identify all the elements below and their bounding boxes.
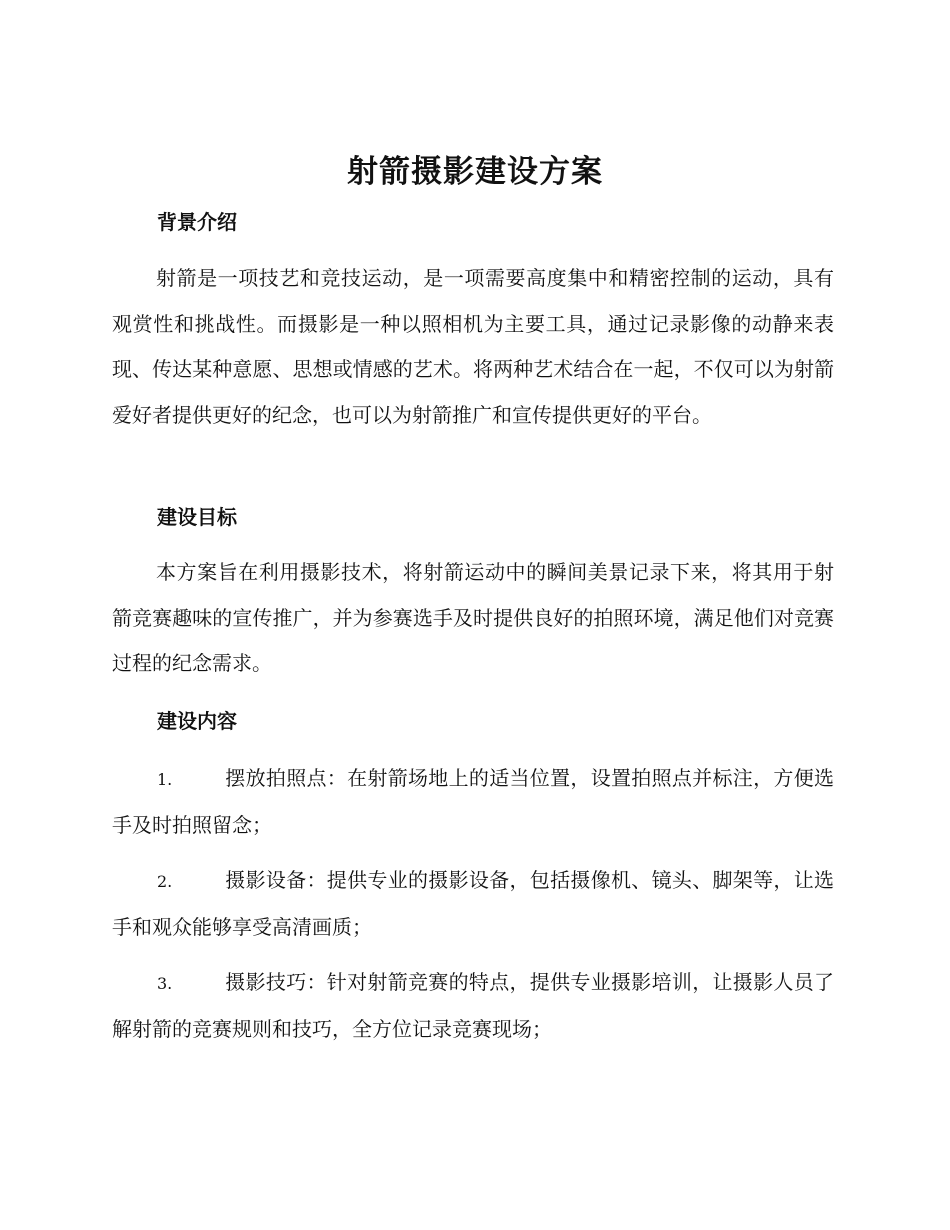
list-item-number: 1. — [157, 770, 173, 789]
list-item-text: 摆放拍照点：在射箭场地上的适当位置，设置拍照点并标注，方便选手及时拍照留念； — [112, 766, 834, 837]
list-item-text: 摄影技巧：针对射箭竞赛的特点，提供专业摄影培训，让摄影人员了解射箭的竞赛规则和技巧，全方位记录竞赛现场； — [112, 970, 834, 1041]
section-heading-goal: 建设目标 — [157, 505, 237, 529]
list-item-number: 2. — [157, 872, 173, 891]
list-item — [112, 858, 834, 950]
list-item — [112, 756, 834, 848]
list-item-text: 摄影设备：提供专业的摄影设备，包括摄像机、镜头、脚架等，让选手和观众能够享受高清画质； — [112, 868, 834, 939]
document-title: 射箭摄影建设方案 — [347, 154, 603, 190]
section-paragraph-goal: 本方案旨在利用摄影技术，将射箭运动中的瞬间美景记录下来，将其用于射箭竞赛趣味的宣传推广，并为参赛选手及时提供良好的拍照环境，满足他们对竞赛过程的纪念需求。 — [112, 560, 834, 675]
section-heading-content: 建设内容 — [157, 709, 237, 733]
list-item — [112, 960, 834, 1052]
list-item-number: 3. — [157, 974, 173, 993]
section-heading-background: 背景介绍 — [157, 210, 237, 234]
section-paragraph-background: 射箭是一项技艺和竞技运动，是一项需要高度集中和精密控制的运动，具有观赏性和挑战性。而摄影是一种以照相机为主要工具，通过记录影像的动静来表现、传达某种意愿、思想或情感的艺术。将两种艺术结合在一起，不仅可以为射箭爱好者提供更好的纪念，也可以为射箭推广和宣传提供更好的平台。 — [112, 266, 834, 427]
